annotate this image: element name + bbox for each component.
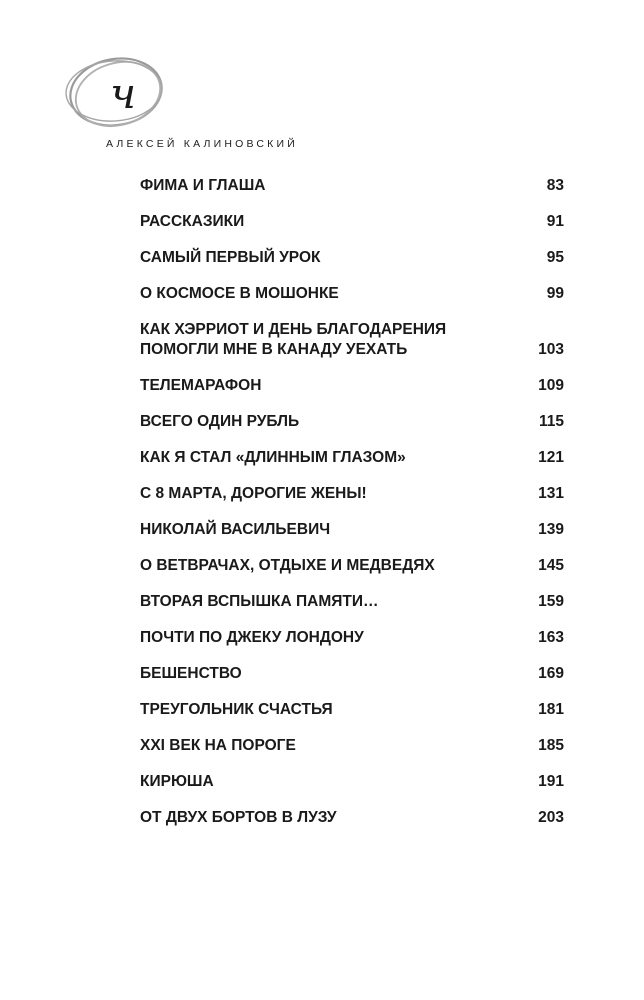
toc-entry-title: С 8 МАРТА, ДОРОГИЕ ЖЕНЫ!: [140, 485, 367, 502]
toc-entry-page-number: 145: [538, 557, 564, 574]
toc-entry[interactable]: [140, 212, 564, 232]
toc-entry-title: ФИМА И ГЛАША: [140, 177, 266, 194]
toc-entry-title: КАК Я СТАЛ «ДЛИННЫМ ГЛАЗОМ»: [140, 449, 406, 466]
toc-entry-page-number: 91: [546, 213, 564, 230]
toc-entry[interactable]: [140, 448, 564, 468]
toc-entry-title: ВСЕГО ОДИН РУБЛЬ: [140, 413, 300, 430]
toc-entry[interactable]: [140, 320, 564, 360]
toc-entry-page-number: 169: [538, 665, 564, 682]
toc-entry-title: ТЕЛЕМАРАФОН: [140, 377, 262, 394]
toc-entry-title: ПОЧТИ ПО ДЖЕКУ ЛОНДОНУ: [140, 629, 364, 646]
toc-entry[interactable]: [140, 736, 564, 756]
toc-entry-title: РАССКАЗИКИ: [140, 213, 245, 230]
author-monogram-logo: [62, 52, 172, 134]
toc-entry-page-number: 115: [538, 413, 564, 430]
toc-entry-title: ТРЕУГОЛЬНИК СЧАСТЬЯ: [140, 701, 333, 718]
toc-entry-page-number: 109: [538, 377, 564, 394]
toc-entry-page-number: 163: [538, 629, 564, 646]
toc-entry-page-number: 99: [546, 285, 564, 302]
toc-entry-title: XXI ВЕК НА ПОРОГЕ: [140, 737, 296, 754]
toc-entry[interactable]: [140, 412, 564, 432]
toc-entry-title: НИКОЛАЙ ВАСИЛЬЕВИЧ: [140, 521, 331, 538]
toc-entry-title: О КОСМОСЕ В МОШОНКЕ: [140, 285, 339, 302]
toc-entry-page-number: 83: [546, 177, 564, 194]
toc-entry-page-number: 203: [538, 809, 564, 826]
toc-entry[interactable]: [140, 284, 564, 304]
toc-entry-title: САМЫЙ ПЕРВЫЙ УРОК: [140, 249, 321, 266]
toc-entry-page-number: 131: [538, 485, 564, 502]
toc-entry-title: ВТОРАЯ ВСПЫШКА ПАМЯТИ…: [140, 593, 379, 610]
toc-entry-page-number: 139: [538, 521, 564, 538]
toc-entry[interactable]: [140, 628, 564, 648]
toc-entry[interactable]: [140, 176, 564, 196]
toc-entry[interactable]: [140, 520, 564, 540]
toc-entry[interactable]: [140, 664, 564, 684]
toc-entry-title: КИРЮША: [140, 773, 214, 790]
toc-entry-page-number: 159: [538, 593, 564, 610]
toc-entry[interactable]: [140, 772, 564, 792]
toc-entry-page-number: 121: [538, 449, 564, 466]
toc-entry[interactable]: [140, 556, 564, 576]
toc-entry-title: БЕШЕНСТВО: [140, 665, 242, 682]
toc-entry-title: КАК ХЭРРИОТ И ДЕНЬ БЛАГОДАРЕНИЯ ПОМОГЛИ МНЕ В КАНАДУ УЕХАТЬ: [140, 321, 447, 358]
table-of-contents: [140, 176, 564, 844]
toc-entry-title: О ВЕТВРАЧАХ, ОТДЫХЕ И МЕДВЕДЯХ: [140, 557, 435, 574]
toc-entry-page-number: 191: [538, 773, 564, 790]
toc-entry-page-number: 95: [546, 249, 564, 266]
toc-entry[interactable]: [140, 376, 564, 396]
author-name: АЛЕКСЕЙ КАЛИНОВСКИЙ: [106, 138, 298, 150]
toc-entry[interactable]: [140, 592, 564, 612]
toc-entry-page-number: 103: [538, 341, 564, 358]
toc-entry-page-number: 185: [538, 737, 564, 754]
toc-entry-title: ОТ ДВУХ БОРТОВ В ЛУЗУ: [140, 809, 337, 826]
toc-entry[interactable]: [140, 248, 564, 268]
toc-entry[interactable]: [140, 484, 564, 504]
toc-entry-page-number: 181: [538, 701, 564, 718]
page-header: [62, 52, 322, 152]
toc-entry[interactable]: [140, 808, 564, 828]
toc-entry[interactable]: [140, 700, 564, 720]
logo-glyph: ч: [110, 69, 137, 118]
